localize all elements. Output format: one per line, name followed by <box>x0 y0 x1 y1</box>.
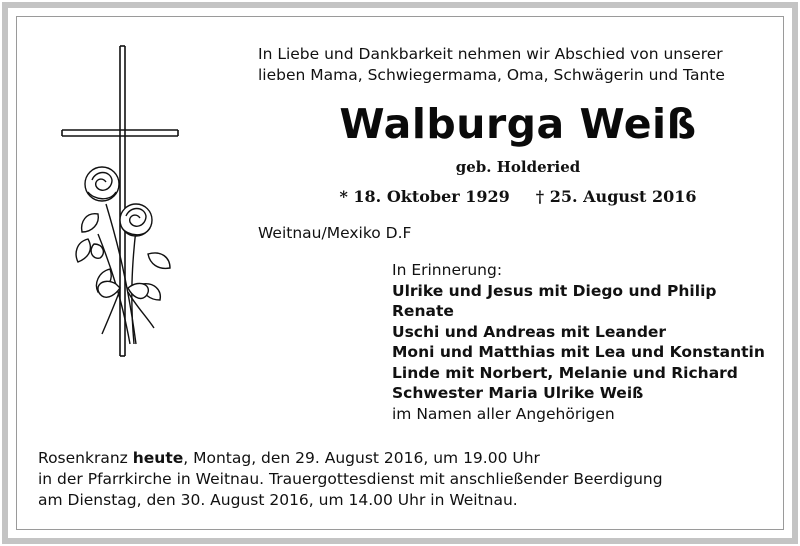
service-line <box>38 448 758 469</box>
place-of-residence: Weitnau/Mexiko D.F <box>258 224 412 242</box>
deceased-name: Walburga Weiß <box>339 100 697 148</box>
mourner-line: Renate <box>392 302 454 320</box>
death-date: † 25. August 2016 <box>535 187 697 206</box>
maiden-name: geb. Holderied <box>455 158 581 176</box>
memory-closing: im Namen aller Angehörigen <box>392 404 615 423</box>
cross-with-roses-icon <box>58 44 188 360</box>
rosary-date: , Montag, den 29. August 2016, um 19.00 Uhr <box>183 449 540 467</box>
intro-line: lieben Mama, Schwiegermama, Oma, Schwägerin und Tante <box>258 66 725 84</box>
mourner-line: Moni und Matthias mit Lea und Konstantin <box>392 343 765 361</box>
life-dates <box>258 186 778 208</box>
mourner-line: Linde mit Norbert, Melanie und Richard <box>392 363 738 382</box>
intro-line: In Liebe und Dankbarkeit nehmen wir Abschied von unserer <box>258 45 723 63</box>
mourner-line: Ulrike und Jesus mit Diego und Philip <box>392 281 717 300</box>
birth-date: * 18. Oktober 1929 <box>339 187 510 206</box>
rosary-today: heute <box>132 449 184 467</box>
mourner-line: Schwester Maria Ulrike Weiß <box>392 384 644 402</box>
mourners-block <box>392 260 782 424</box>
memory-heading: In Erinnerung: <box>392 261 503 279</box>
mourner-line: Uschi und Andreas mit Leander <box>392 322 667 341</box>
service-line: am Dienstag, den 30. August 2016, um 14.00 Uhr in Weitnau. <box>38 491 518 509</box>
service-line: in der Pfarrkirche in Weitnau. Trauergottesdienst mit anschließender Beerdigung <box>38 470 663 488</box>
service-details <box>38 448 758 511</box>
intro-text <box>258 44 778 86</box>
rosary-label: Rosenkranz <box>38 449 133 467</box>
